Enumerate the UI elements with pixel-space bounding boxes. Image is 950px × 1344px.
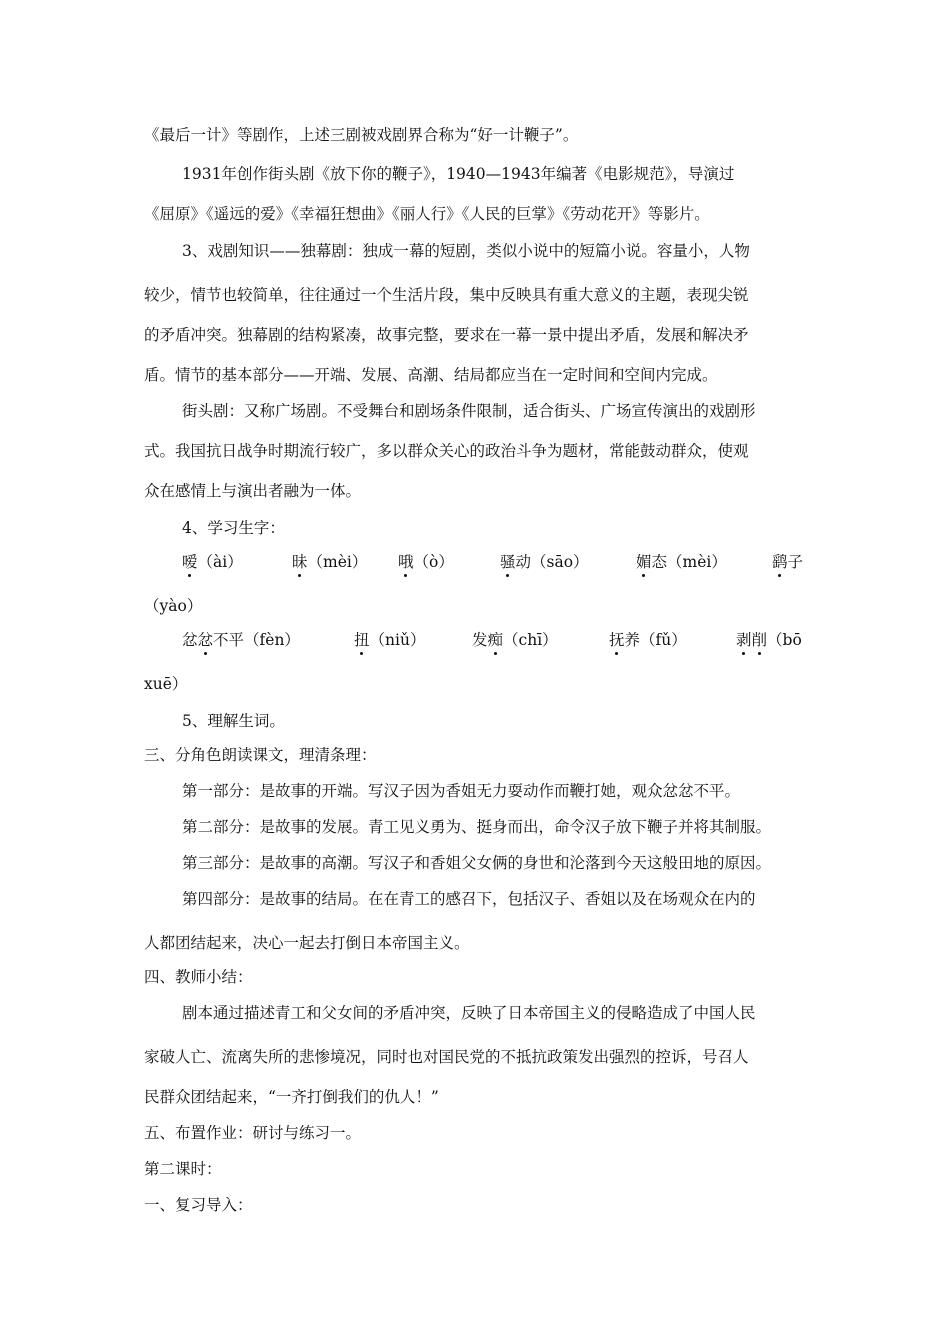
paragraph-line: 第一部分：是故事的开端。写汉子因为香姐无力耍动作而鞭打她，观众忿忿不平。 bbox=[182, 782, 741, 800]
paragraph-line: 民群众团结起来，“一齐打倒我们的仇人！” bbox=[144, 1088, 439, 1106]
section-heading: 一、复习导入： bbox=[144, 1196, 253, 1214]
paragraph-line: 盾。情节的基本部分——开端、发展、高潮、结局都应当在一定时间和空间内完成。 bbox=[144, 366, 718, 384]
vocab-item: 昧（mèi） bbox=[292, 553, 368, 571]
paragraph-line: 《最后一计》等剧作，上述三剧被戏剧界合称为“好一计鞭子”。 bbox=[144, 126, 579, 144]
vocab-item: 媚态（mèi） bbox=[636, 553, 727, 571]
paragraph-line: 较少，情节也较简单，往往通过一个生活片段，集中反映具有重大意义的主题，表现尖锐 bbox=[144, 286, 749, 304]
paragraph-line: 第三部分：是故事的高潮。写汉子和香姐父女俩的身世和沦落到今天这般田地的原因。 bbox=[182, 854, 772, 872]
vocab-item: 发痴（chī） bbox=[472, 631, 558, 649]
paragraph-line: 剧本通过描述青工和父女间的矛盾冲突，反映了日本帝国主义的侵略造成了中国人民 bbox=[182, 1004, 756, 1022]
paragraph-line: 第二部分：是故事的发展。青工见义勇为、挺身而出，命令汉子放下鞭子并将其制服。 bbox=[182, 818, 772, 836]
paragraph-line: 第四部分：是故事的结局。在在青工的感召下，包括汉子、香姐以及在场观众在内的 bbox=[182, 890, 756, 908]
section-heading: 四、教师小结： bbox=[144, 968, 253, 986]
paragraph-line: 《屈原》《遥远的爱》《幸福狂想曲》《丽人行》《人民的巨掌》《劳动花开》等影片。 bbox=[144, 205, 710, 223]
vocab-item: 抚养（fǔ） bbox=[609, 631, 687, 649]
vocab-item: 扭（niǔ） bbox=[354, 631, 426, 649]
vocab-item: 骚动（sāo） bbox=[500, 553, 589, 571]
paragraph-line: 人都团结起来，决心一起去打倒日本帝国主义。 bbox=[144, 934, 470, 952]
paragraph-line: 家破人亡、流离失所的悲惨境况，同时也对国民党的不抵抗政策发出强烈的控诉，号召人 bbox=[144, 1048, 749, 1066]
paragraph-line: 的矛盾冲突。独幕剧的结构紧凑，故事完整，要求在一幕一景中提出矛盾，发展和解决矛 bbox=[144, 326, 749, 344]
vocab-pinyin: xuē） bbox=[144, 675, 188, 693]
vocab-item: 哦（ò） bbox=[398, 553, 454, 571]
paragraph-line: 1931年创作街头剧《放下你的鞭子》，1940—1943年编著《电影规范》，导演过 bbox=[182, 165, 735, 183]
paragraph-line: 众在感情上与演出者融为一体。 bbox=[144, 482, 362, 500]
paragraph-line: 街头剧：又称广场剧。不受舞台和剧场条件限制，适合街头、广场宣传演出的戏剧形 bbox=[182, 402, 756, 420]
section-heading: 三、分角色朗读课文，理清条理： bbox=[144, 746, 377, 764]
paragraph-line: 式。我国抗日战争时期流行较广，多以群众关心的政治斗争为题材，常能鼓动群众，使观 bbox=[144, 442, 749, 460]
vocab-pinyin: （yào） bbox=[144, 597, 203, 615]
section-heading: 第二课时： bbox=[144, 1160, 222, 1178]
vocab-item: 忿忿不平（fèn） bbox=[182, 631, 300, 649]
section-heading: 4、学习生字： bbox=[182, 519, 285, 537]
section-heading: 五、布置作业：研讨与练习一。 bbox=[144, 1124, 362, 1142]
paragraph-line: 3、戏剧知识——独幕剧：独成一幕的短剧，类似小说中的短篇小说。容量小，人物 bbox=[182, 242, 750, 260]
vocab-item: 剥削（bō bbox=[736, 631, 802, 649]
vocab-item: 嗳（ài） bbox=[182, 553, 243, 571]
vocab-item: 鹞子 bbox=[772, 553, 804, 571]
section-heading: 5、理解生词。 bbox=[182, 712, 285, 730]
